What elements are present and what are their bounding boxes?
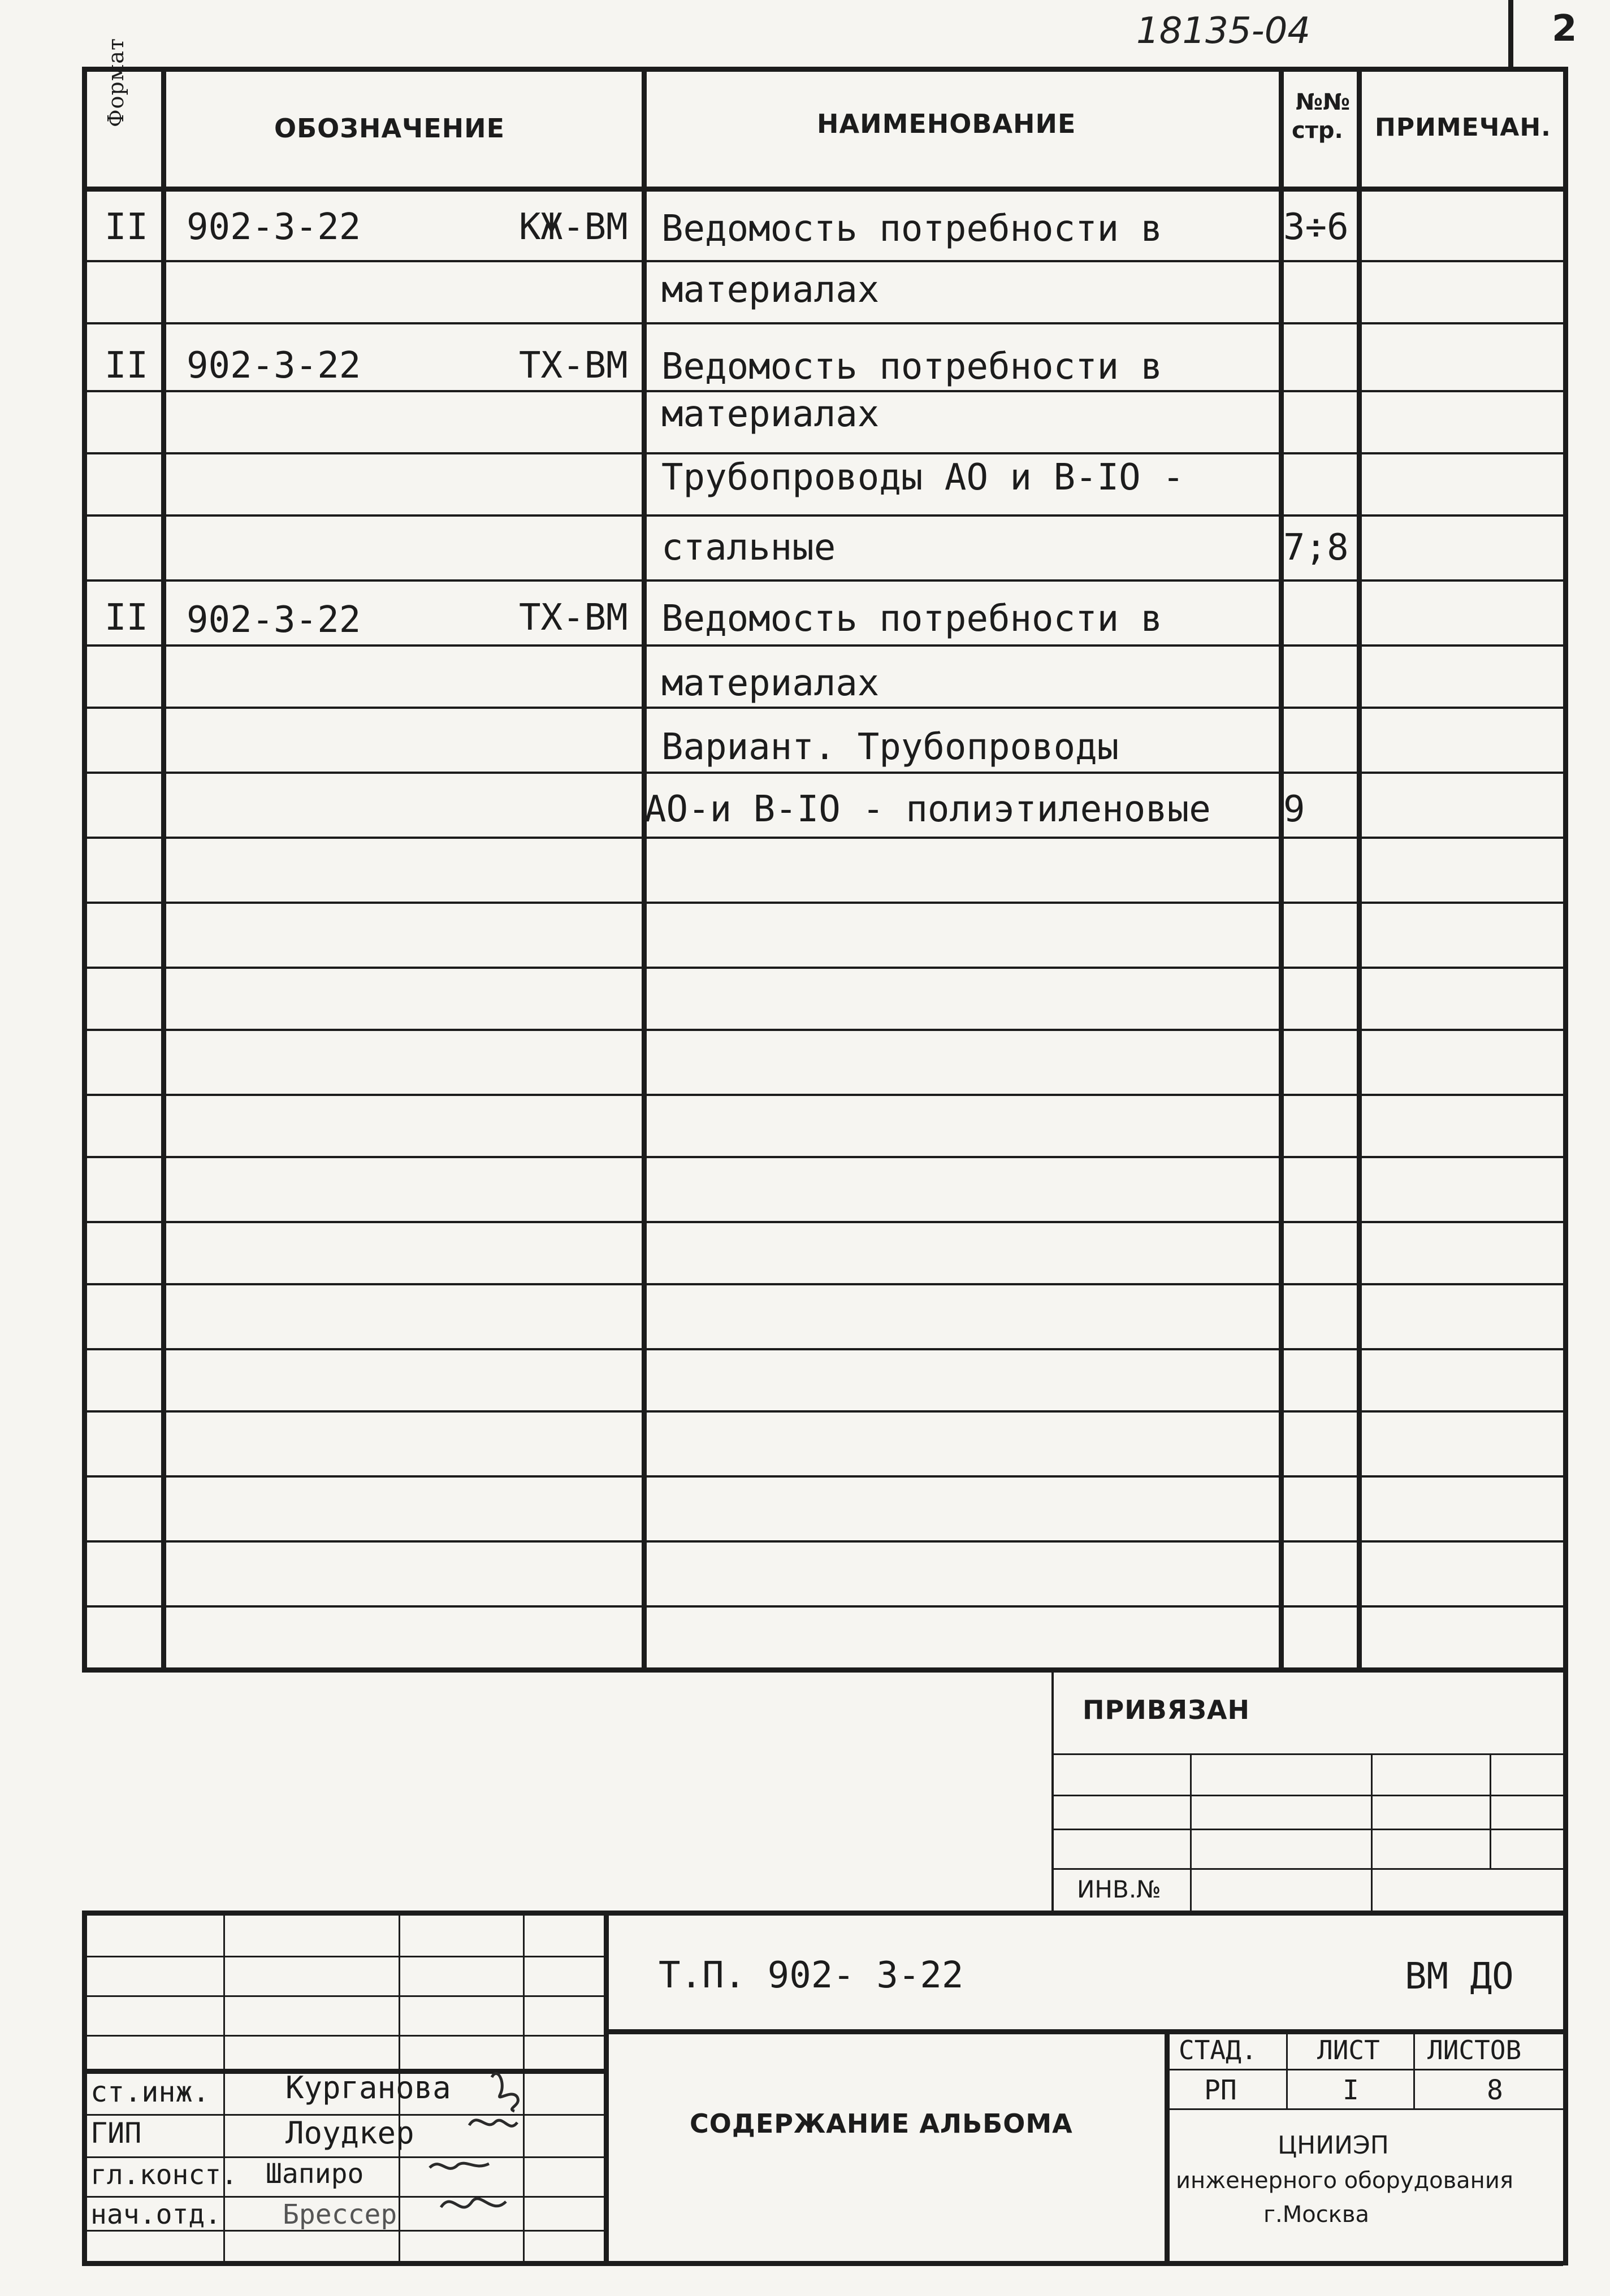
stage-label: СТАД. [1179, 2035, 1257, 2065]
col-border-left [82, 67, 87, 1667]
row-separator-line [82, 1475, 1563, 1478]
table-cell-format: II [105, 345, 149, 387]
table-cell-pages: 9 [1283, 789, 1305, 830]
table-cell-name: АО-и В-IO - полиэтиленовые [644, 789, 1211, 830]
stage-box-line [1165, 2069, 1563, 2070]
row-separator-line [82, 1283, 1563, 1285]
organization-subtitle: инженерного оборудования [1176, 2168, 1513, 2194]
sheet-value: I [1343, 2074, 1359, 2106]
signature-grid-line [82, 2035, 604, 2037]
row-separator-line [82, 1348, 1563, 1350]
table-cell-mark: КЖ-ВМ [519, 206, 628, 248]
col-border-name [1279, 67, 1284, 1667]
table-cell-mark: ТХ-ВМ [519, 597, 628, 639]
inv-number-label: ИНВ.№ [1077, 1875, 1161, 1903]
stage-box-left [1165, 2029, 1170, 2261]
col-border-pages [1357, 67, 1362, 1667]
table-cell-name: материалах [661, 393, 880, 435]
col-border-right [1563, 67, 1568, 2265]
table-cell-pages: 3÷6 [1283, 206, 1349, 248]
row-separator-line [82, 707, 1563, 709]
table-cell-code: 902-3-22 [187, 345, 361, 387]
table-cell-name: Ведомость потребности в [661, 346, 1163, 388]
table-cell-format: II [105, 597, 149, 639]
col-border-designation [642, 67, 647, 1667]
binding-line [1051, 1753, 1563, 1755]
stage-box-divider [1286, 2029, 1288, 2108]
stage-box-line [1165, 2108, 1563, 2110]
row-separator-line [82, 1094, 1563, 1096]
row-separator-line [82, 390, 1563, 392]
title-row-divider [604, 2029, 1563, 2034]
binding-divider [1490, 1753, 1491, 1868]
row-separator-line [82, 1540, 1563, 1543]
table-cell-name: материалах [661, 662, 880, 704]
row-separator-line [82, 967, 1563, 969]
signature-grid-divider [223, 1911, 225, 2261]
col-header-format: Формат [103, 38, 128, 127]
table-cell-mark: ТХ-ВМ [519, 345, 628, 387]
row-separator-line [82, 260, 1563, 262]
signature-role: гл.конст. [90, 2159, 238, 2191]
project-code: Т.П. 902- 3-22 [659, 1955, 964, 1996]
table-cell-code: 902-3-22 [187, 206, 361, 248]
document-number: 18135-04 [1136, 10, 1311, 52]
signature-role: нач.отд. [90, 2199, 222, 2230]
sheet-label: ЛИСТ [1317, 2035, 1380, 2065]
row-separator-line [82, 452, 1563, 454]
row-separator-line [82, 322, 1563, 324]
signature-grid-line [82, 1956, 604, 1957]
row-separator-line [82, 837, 1563, 839]
signature-role: ГИП [90, 2117, 142, 2150]
table-cell-name: стальные [661, 527, 836, 569]
table-cell-name: Ведомость потребности в [661, 208, 1163, 250]
row-separator-line [82, 1410, 1563, 1413]
table-cell-pages: 7;8 [1283, 527, 1349, 569]
row-separator-line [82, 644, 1563, 647]
binding-line [1051, 1868, 1563, 1870]
header-bottom-border [82, 187, 1563, 192]
document-mark: ВМ ДО [1405, 1956, 1514, 1998]
row-separator-line [82, 1221, 1563, 1223]
binding-divider [1190, 1753, 1192, 1911]
binding-line [1051, 1795, 1563, 1796]
table-cell-name: Ведомость потребности в [661, 598, 1163, 640]
sheets-label: ЛИСТОВ [1427, 2035, 1522, 2065]
signature-grid-line [82, 1995, 604, 1997]
col-header-note: ПРИМЕЧАН. [1375, 113, 1551, 142]
row-separator-line [82, 514, 1563, 517]
organization-city: г.Москва [1263, 2202, 1369, 2228]
row-separator-line [82, 1029, 1563, 1031]
table-cell-name: Трубопроводы АО и В-IO - [661, 457, 1184, 499]
table-cell-format: II [105, 206, 149, 248]
table-cell-name: материалах [661, 269, 880, 311]
col-header-pages-line1: №№ [1296, 89, 1351, 115]
stage-value: РП [1204, 2074, 1237, 2106]
album-contents-title: СОДЕРЖАНИЕ АЛЬБОМА [690, 2108, 1073, 2139]
col-header-name: НАИМЕНОВАНИЕ [817, 109, 1076, 139]
table-top-border [82, 67, 1563, 72]
organization-name: ЦНИИЭП [1278, 2131, 1389, 2160]
title-block-divider [604, 1911, 609, 2261]
col-header-designation: ОБОЗНАЧЕНИЕ [274, 113, 505, 144]
signature-role: ст.инж. [90, 2076, 210, 2108]
row-separator-line [82, 902, 1563, 904]
binding-title: ПРИВЯЗАН [1083, 1695, 1250, 1725]
sheets-value: 8 [1487, 2074, 1503, 2106]
signature-name: Шапиро [266, 2158, 364, 2190]
row-separator-line [82, 772, 1563, 774]
row-separator-line [82, 1156, 1563, 1158]
table-bottom-border [82, 1667, 1563, 1673]
page-number-divider [1508, 0, 1513, 67]
binding-line [1051, 1829, 1563, 1830]
title-block-bottom [82, 2261, 1563, 2266]
signature-name: Лоудкер [285, 2115, 414, 2151]
signature-name: Брессер [283, 2199, 397, 2230]
col-header-pages-line2: стр. [1292, 118, 1343, 144]
binding-divider [1371, 1753, 1373, 1911]
table-cell-name: Вариант. Трубопроводы [661, 726, 1119, 768]
title-block-left [82, 1911, 87, 2261]
table-cell-code: 902-3-22 [187, 599, 361, 641]
col-border-format [161, 67, 166, 1667]
stage-box-divider [1413, 2029, 1415, 2108]
signature-name: Курганова [285, 2070, 451, 2106]
handwritten-signatures [396, 2063, 582, 2238]
binding-left-border [1051, 1667, 1054, 1911]
page-number: 2 [1552, 8, 1577, 50]
row-separator-line [82, 1605, 1563, 1608]
title-block-top [82, 1911, 1563, 1916]
row-separator-line [82, 579, 1563, 582]
